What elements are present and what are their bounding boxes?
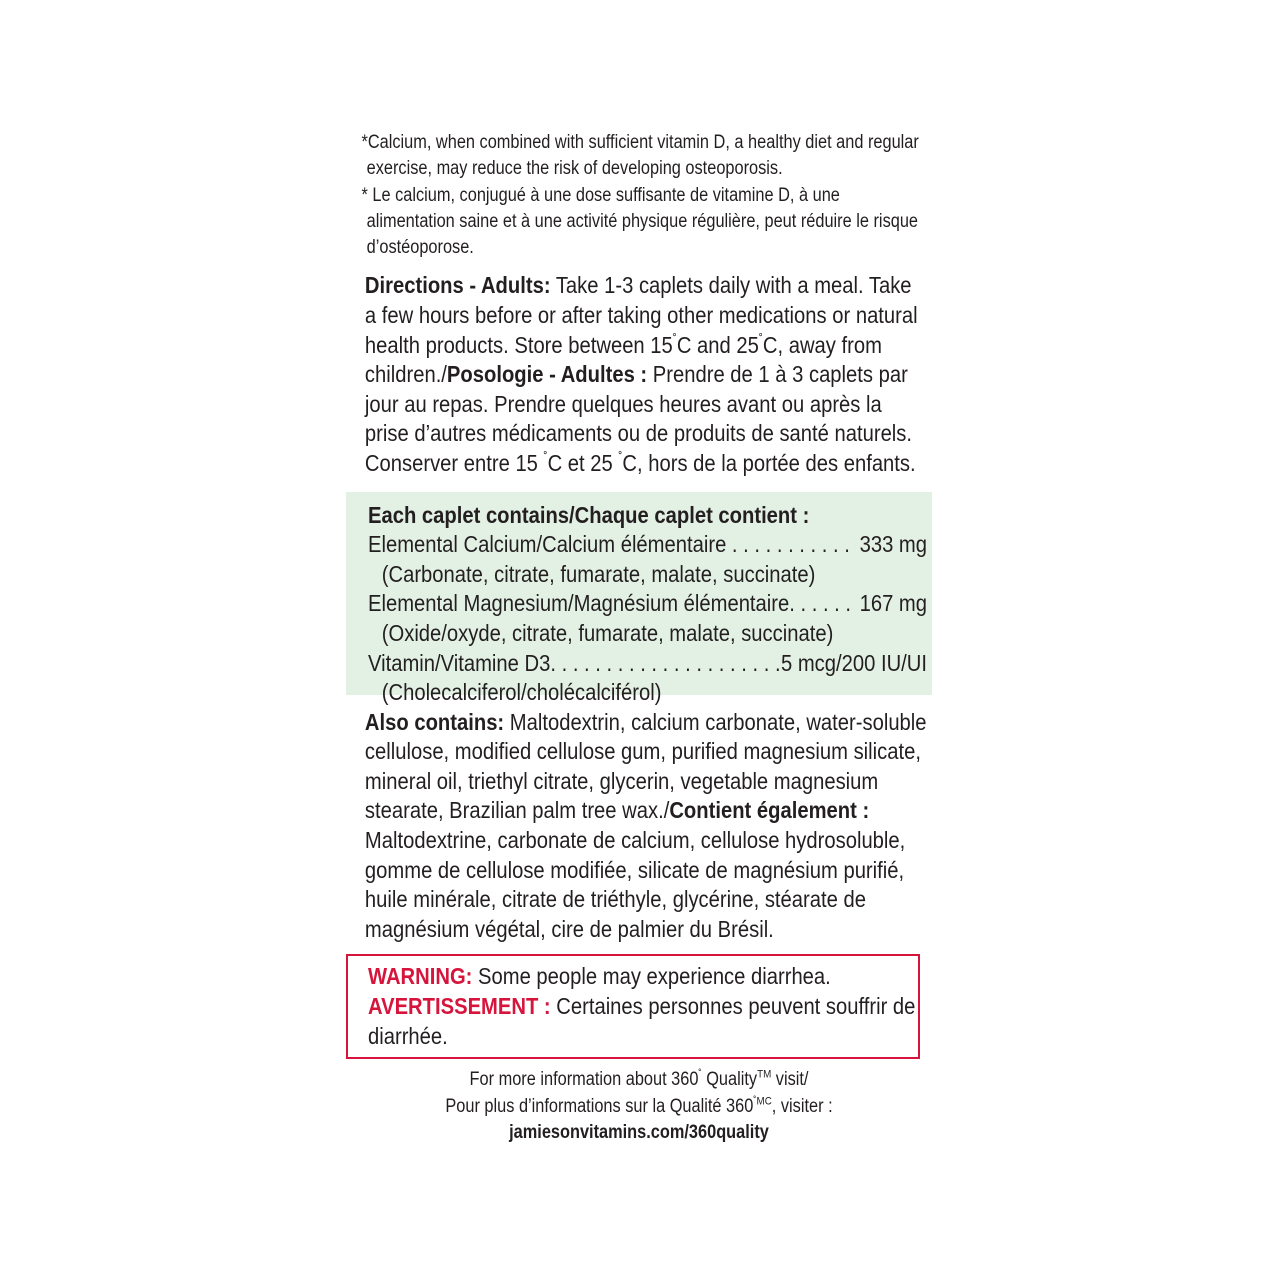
osteoporosis-footnote (346, 130, 929, 261)
also-contains-label-en: Also contains: (364, 708, 505, 735)
ingredient-amount: 5 mcg/200 IU/UI (780, 649, 927, 676)
info-line-en: For more information about 360˚ Quality™ visit/ (469, 1069, 809, 1091)
ingredient-name: Elemental Magnesium/Magnésium élémentaire (368, 590, 790, 617)
warning-en: WARNING: Some people may experience diarrhea. (368, 963, 831, 990)
also-contains-label-fr: Contient également : (669, 797, 870, 824)
ingredients-heading: Each caplet contains/Chaque caplet contient : (368, 501, 810, 528)
directions-label-en: Directions - Adults: (364, 272, 551, 299)
website-url: jamiesonvitamins.com/360quality (509, 1121, 769, 1143)
directions-label-fr: Posologie - Adultes : (446, 361, 648, 388)
ingredient-source: (Cholecalciferol/cholécalciférol) (381, 679, 662, 706)
ingredient-row (368, 649, 927, 679)
ingredient-name: Elemental Calcium/Calcium élémentaire (368, 531, 727, 558)
warning-label-en: WARNING: (368, 963, 473, 990)
warning-fr: AVERTISSEMENT : Certaines personnes peuvent souffrir de diarrhée. (368, 992, 916, 1049)
also-contains-section (346, 708, 933, 945)
ingredient-row (368, 589, 927, 619)
ingredient-name: Vitamin/Vitamine D3 (368, 649, 551, 676)
ingredient-amount: 167 mg (859, 590, 927, 617)
ingredient-source: (Oxide/oxyde, citrate, fumarate, malate, succinate) (381, 620, 834, 647)
quality-info (346, 1067, 932, 1146)
warning-box (346, 954, 920, 1059)
ingredient-leader: . . . . . . (789, 590, 852, 617)
product-label (346, 130, 932, 1146)
directions-section (346, 271, 924, 478)
ingredient-source: (Carbonate, citrate, fumarate, malate, succinate) (381, 560, 816, 587)
ingredient-row (368, 530, 927, 560)
warning-label-fr: AVERTISSEMENT : (368, 992, 551, 1019)
ingredient-leader: . . . . . . . . . . . (726, 531, 850, 558)
directions-text: Directions - Adults: Take 1-3 caplets daily with a meal. Take a few hours before or after taking other medications or natural health products. Store between 15˚C and 25˚C, away from children./Posologie - Adultes : Prendre de 1 à 3 caplets par jour au repas. Prendre quelques heures avant ou après la prise d’autres médicaments ou de produits de santé naturels. Conserver entre 15 ˚C et 25 ˚C, hors de la portée des enfants. (364, 272, 918, 477)
also-contains-text: Also contains: Maltodextrin, calcium carbonate, water-soluble cellulose, modified cellulose gum, purified magnesium silicate, mineral oil, triethyl citrate, glycerin, vegetable magnesium stearate, Brazilian palm tree wax./Contient également : Maltodextrine, carbonate de calcium, cellulose hydrosoluble, gomme de cellulose modifiée, silicate de magnésium purifié, huile minérale, citrate de triéthyle, glycérine, stéarate de magnésium végétal, cire de palmier du Brésil. (364, 708, 927, 942)
ingredients-panel (346, 492, 932, 706)
footnote-fr: * Le calcium, conjugué à une dose suffisante de vitamine D, à une alimentation saine et à une activité physique régulière, peut réduire le risque d’ostéoporose. (361, 184, 919, 259)
ingredient-leader: . . . . . . . . . . . . . . . . . . . . . (550, 649, 781, 676)
ingredient-amount: 333 mg (859, 531, 927, 558)
info-line-fr: Pour plus d’informations sur la Qualité $360^{˚MC}$, visiter : (445, 1095, 833, 1117)
footnote-en: *Calcium, when combined with sufficient vitamin D, a healthy diet and regular exercise, may reduce the risk of developing osteoporosis. (361, 132, 919, 180)
